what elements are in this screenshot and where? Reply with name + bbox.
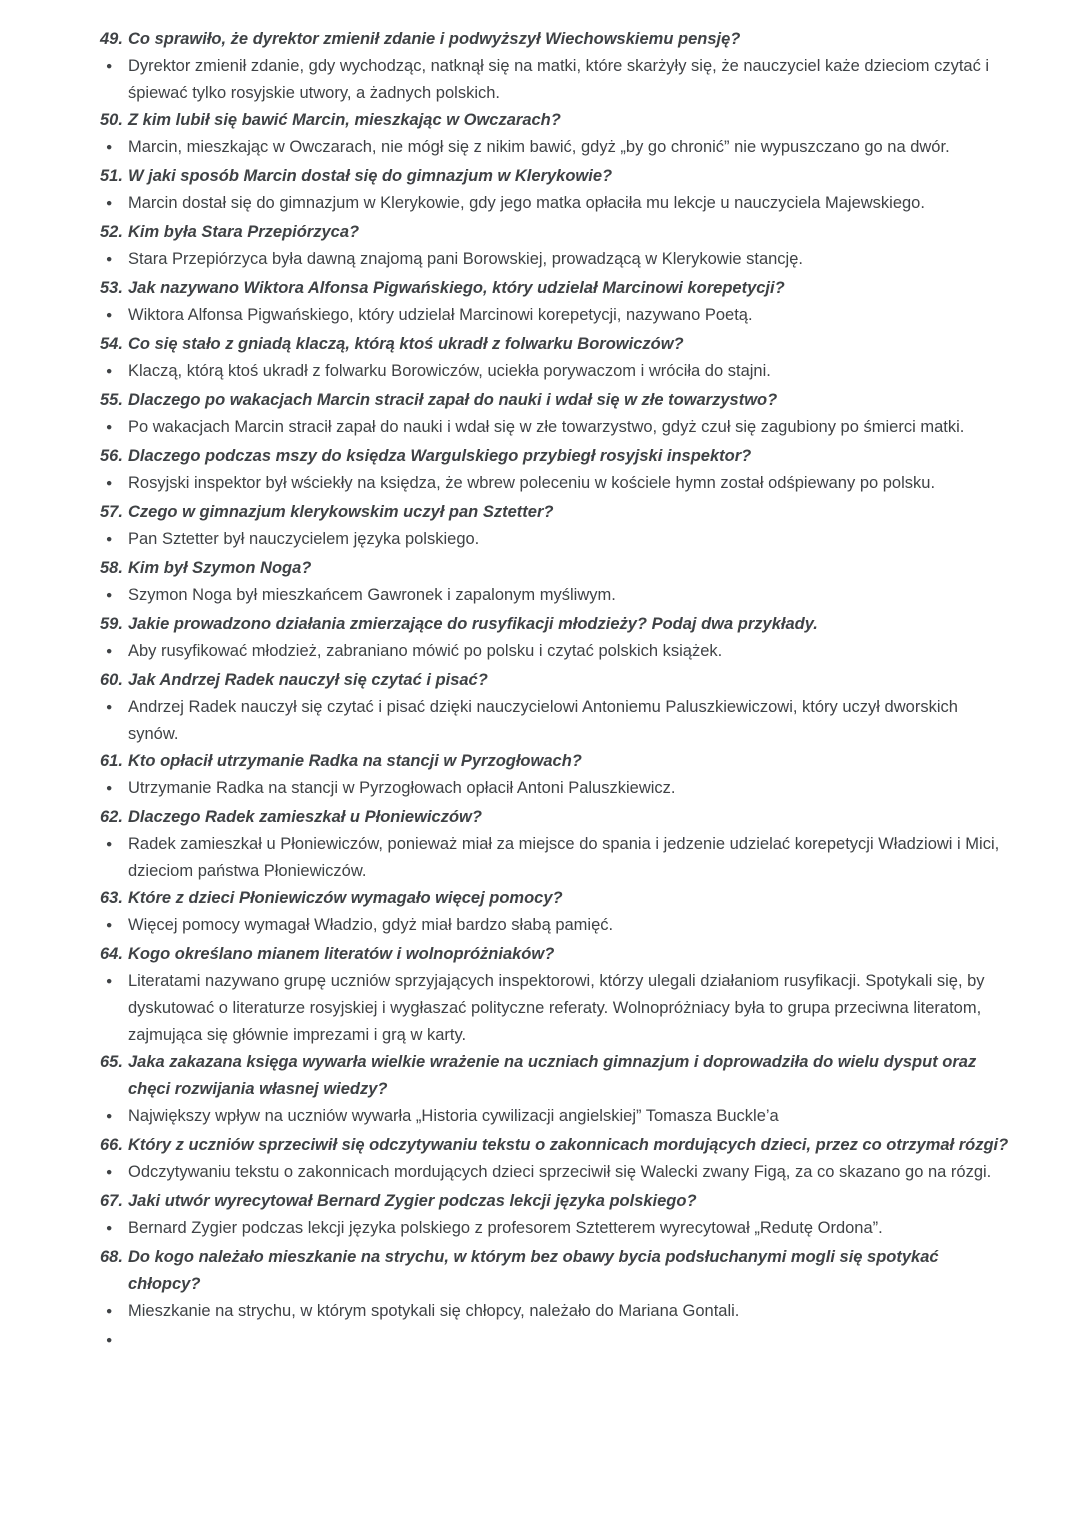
answers (100, 53, 1012, 107)
question-number: 64. (100, 945, 123, 963)
bullet-icon: ● (106, 782, 113, 794)
bullet-icon: ● (106, 60, 113, 72)
answers (100, 582, 1012, 611)
answer (100, 246, 1012, 275)
bullet-icon: ● (106, 1166, 113, 1178)
question-number: 52. (100, 223, 123, 241)
bullet-icon: ● (106, 645, 113, 657)
bullet-icon: ● (106, 589, 113, 601)
question-text: Jaka zakazana księga wywarła wielkie wrażenie na uczniach gimnazjum i doprowadziła do wielu dysput oraz chęci rozwijania własnej wiedzy? (128, 1053, 977, 1098)
bullet-icon: ● (106, 1334, 113, 1346)
answers (100, 831, 1012, 885)
bullet-icon: ● (106, 975, 113, 987)
answer (100, 912, 1012, 941)
question-text: Kim był Szymon Noga? (128, 559, 312, 577)
qa-item (100, 499, 1012, 555)
qa-item (100, 611, 1012, 667)
answer-text: Odczytywaniu tekstu o zakonnicach mordujących dzieci sprzeciwił się Walecki zwany Figą, za co skazano go na rózgi. (128, 1163, 992, 1181)
question-number: 57. (100, 503, 123, 521)
question (100, 26, 1012, 53)
question-number: 55. (100, 391, 123, 409)
qa-item (100, 1244, 1012, 1327)
answer-text: Radek zamieszkał u Płoniewiczów, ponieważ miał za miejsce do spania i jedzenie udzielać korepetycji Władziowi i Mici, dzieciom państwa Płoniewiczów. (128, 835, 1000, 880)
bullet-icon: ● (106, 197, 113, 209)
question-text: Dlaczego podczas mszy do księdza Wargulskiego przybiegł rosyjski inspektor? (128, 447, 752, 465)
bullet-icon: ● (106, 701, 113, 713)
answers (100, 694, 1012, 748)
answer-text: Szymon Noga był mieszkańcem Gawronek i zapalonym myśliwym. (128, 586, 616, 604)
bullet-icon: ● (106, 919, 113, 931)
answer (100, 1327, 1012, 1356)
question-text: Co się stało z gniadą klaczą, którą ktoś ukradł z folwarku Borowiczów? (128, 335, 684, 353)
qa-item (100, 748, 1012, 804)
question-text: Jaki utwór wyrecytował Bernard Zygier podczas lekcji języka polskiego? (128, 1192, 697, 1210)
qa-item (100, 804, 1012, 885)
question-number: 58. (100, 559, 123, 577)
question-text: Jak Andrzej Radek nauczył się czytać i pisać? (128, 671, 488, 689)
question (100, 331, 1012, 358)
question (100, 1132, 1012, 1159)
question (100, 941, 1012, 968)
bullet-icon: ● (106, 309, 113, 321)
answers (100, 526, 1012, 555)
question-text: Kto opłacił utrzymanie Radka na stancji w Pyrzogłowach? (128, 752, 582, 770)
qa-item (100, 219, 1012, 275)
qa-item (100, 163, 1012, 219)
question (100, 1188, 1012, 1215)
answer (100, 358, 1012, 387)
question-number: 65. (100, 1053, 123, 1071)
answers (100, 912, 1012, 941)
question-text: Kogo określano mianem literatów i wolnopróżniaków? (128, 945, 555, 963)
question (100, 219, 1012, 246)
answers (100, 1215, 1012, 1244)
answers (100, 1298, 1012, 1327)
question-text: Jakie prowadzono działania zmierzające do rusyfikacji młodzieży? Podaj dwa przykłady. (128, 615, 818, 633)
answers (100, 1103, 1012, 1132)
answer-text: Pan Sztetter był nauczycielem języka polskiego. (128, 530, 480, 548)
answer (100, 582, 1012, 611)
answer-text (128, 1327, 1012, 1356)
question (100, 748, 1012, 775)
bullet-icon: ● (106, 477, 113, 489)
question-number: 56. (100, 447, 123, 465)
qa-item (100, 443, 1012, 499)
bullet-icon: ● (106, 421, 113, 433)
answer-text: Klaczą, którą ktoś ukradł z folwarku Borowiczów, uciekła porywaczom i wróciła do stajni. (128, 362, 771, 380)
question-number: 61. (100, 752, 123, 770)
answers (100, 358, 1012, 387)
question (100, 443, 1012, 470)
answer (100, 53, 1012, 107)
answer (100, 134, 1012, 163)
question-text: Dlaczego Radek zamieszkał u Płoniewiczów? (128, 808, 482, 826)
answer (100, 968, 1012, 1049)
qa-item (100, 885, 1012, 941)
question (100, 499, 1012, 526)
question-number: 50. (100, 111, 123, 129)
answers (100, 968, 1012, 1049)
answers (100, 302, 1012, 331)
answer-text: Bernard Zygier podczas lekcji języka polskiego z profesorem Sztetterem wyrecytował „Redutę Ordona”. (128, 1219, 883, 1237)
question (100, 107, 1012, 134)
qa-item (100, 26, 1012, 107)
bullet-icon: ● (106, 253, 113, 265)
answer (100, 1103, 1012, 1132)
bullet-icon: ● (106, 365, 113, 377)
answer (100, 414, 1012, 443)
answer-text: Aby rusyfikować młodzież, zabraniano mówić po polsku i czytać polskich książek. (128, 642, 723, 660)
answer-text: Rosyjski inspektor był wściekły na księdza, że wbrew poleceniu w kościele hymn został odśpiewany po polsku. (128, 474, 936, 492)
question-text: Jak nazywano Wiktora Alfonsa Pigwańskiego, który udzielał Marcinowi korepetycji? (128, 279, 785, 297)
question-number: 51. (100, 167, 123, 185)
bullet-icon: ● (106, 141, 113, 153)
question (100, 275, 1012, 302)
qa-list (100, 26, 1012, 1356)
answers (100, 1159, 1012, 1188)
question-text: Czego w gimnazjum klerykowskim uczył pan Sztetter? (128, 503, 554, 521)
answer (100, 190, 1012, 219)
answers (100, 638, 1012, 667)
answer-text: Po wakacjach Marcin stracił zapał do nauki i wdał się w złe towarzystwo, gdyż czuł się zagubiony po śmierci matki. (128, 418, 965, 436)
bullet-icon: ● (106, 838, 113, 850)
answer-text: Andrzej Radek nauczył się czytać i pisać dzięki nauczycielowi Antoniemu Paluszkiewiczowi, który uczył dworskich synów. (128, 698, 958, 743)
question-number: 67. (100, 1192, 123, 1210)
question (100, 885, 1012, 912)
question-text: W jaki sposób Marcin dostał się do gimnazjum w Klerykowie? (128, 167, 613, 185)
answers (100, 134, 1012, 163)
question-number: 63. (100, 889, 123, 907)
answers (100, 414, 1012, 443)
answer-text: Utrzymanie Radka na stancji w Pyrzogłowach opłacił Antoni Paluszkiewicz. (128, 779, 676, 797)
qa-item (100, 941, 1012, 1049)
question (100, 804, 1012, 831)
question-text: Kim była Stara Przepiórzyca? (128, 223, 360, 241)
qa-item (100, 1132, 1012, 1188)
qa-item (100, 555, 1012, 611)
question-text: Co sprawiło, że dyrektor zmienił zdanie i podwyższył Wiechowskiemu pensję? (128, 30, 741, 48)
qa-item (100, 387, 1012, 443)
answer-text: Wiktora Alfonsa Pigwańskiego, który udzielał Marcinowi korepetycji, nazywano Poetą. (128, 306, 753, 324)
question (100, 611, 1012, 638)
answer (100, 775, 1012, 804)
answer (100, 1159, 1012, 1188)
question-number: 62. (100, 808, 123, 826)
answer (100, 470, 1012, 499)
answers (100, 470, 1012, 499)
answer (100, 526, 1012, 555)
answer-text: Największy wpływ na uczniów wywarła „Historia cywilizacji angielskiej” Tomasza Buckle’a (128, 1107, 779, 1125)
answer (100, 302, 1012, 331)
question (100, 667, 1012, 694)
answers (100, 246, 1012, 275)
question-text: Które z dzieci Płoniewiczów wymagało więcej pomocy? (128, 889, 563, 907)
answer (100, 1215, 1012, 1244)
question (100, 387, 1012, 414)
question-text: Do kogo należało mieszkanie na strychu, w którym bez obawy bycia podsłuchanymi mogli się spotykać chłopcy? (128, 1248, 939, 1293)
question-number: 54. (100, 335, 123, 353)
answer-text: Stara Przepiórzyca była dawną znajomą pani Borowskiej, prowadzącą w Klerykowie stancję. (128, 250, 803, 268)
answer-text: Więcej pomocy wymagał Władzio, gdyż miał bardzo słabą pamięć. (128, 916, 614, 934)
qa-item (100, 667, 1012, 748)
question (100, 1049, 1012, 1103)
answer (100, 1298, 1012, 1327)
answer-text: Dyrektor zmienił zdanie, gdy wychodząc, natknął się na matki, które skarżyły się, że nauczyciel każe dzieciom czytać i śpiewać tylko rosyjskie utwory, a żadnych polskich. (128, 57, 990, 102)
question-number: 66. (100, 1136, 123, 1154)
question-number: 60. (100, 671, 123, 689)
question (100, 1244, 1012, 1298)
question-text: Dlaczego po wakacjach Marcin stracił zapał do nauki i wdał się w złe towarzystwo? (128, 391, 778, 409)
bullet-icon: ● (106, 533, 113, 545)
answer-text: Literatami nazywano grupę uczniów sprzyjających inspektorowi, którzy ulegali działaniom rusyfikacji. Spotykali się, by dyskutować o literaturze rosyjskiej i wygłaszać polityczne referaty. Wolnopróżniacy była to grupa przeciwna literatom, zajmująca się głównie imprezami i grą w karty. (128, 972, 985, 1044)
answer (100, 831, 1012, 885)
qa-item (100, 331, 1012, 387)
question (100, 163, 1012, 190)
bullet-icon: ● (106, 1222, 113, 1234)
qa-item (100, 107, 1012, 163)
qa-item (100, 1049, 1012, 1132)
question-number: 53. (100, 279, 123, 297)
question-number: 49. (100, 30, 123, 48)
question-number: 68. (100, 1248, 123, 1266)
answers (100, 190, 1012, 219)
question-text: Z kim lubił się bawić Marcin, mieszkając w Owczarach? (128, 111, 561, 129)
answer-text: Marcin dostał się do gimnazjum w Klerykowie, gdy jego matka opłaciła mu lekcje u nauczyciela Majewskiego. (128, 194, 925, 212)
answer (100, 638, 1012, 667)
question (100, 555, 1012, 582)
bullet-icon: ● (106, 1305, 113, 1317)
answer-text: Mieszkanie na strychu, w którym spotykali się chłopcy, należało do Mariana Gontali. (128, 1302, 740, 1320)
answer (100, 694, 1012, 748)
question-text: Który z uczniów sprzeciwił się odczytywaniu tekstu o zakonnicach mordujących dzieci, przez co otrzymał rózgi? (128, 1136, 1009, 1154)
qa-item (100, 1188, 1012, 1244)
bullet-icon: ● (106, 1110, 113, 1122)
answers (100, 775, 1012, 804)
qa-item (100, 275, 1012, 331)
question-number: 59. (100, 615, 123, 633)
answer-text: Marcin, mieszkając w Owczarach, nie mógł się z nikim bawić, gdyż „by go chronić” nie wypuszczano go na dwór. (128, 138, 950, 156)
